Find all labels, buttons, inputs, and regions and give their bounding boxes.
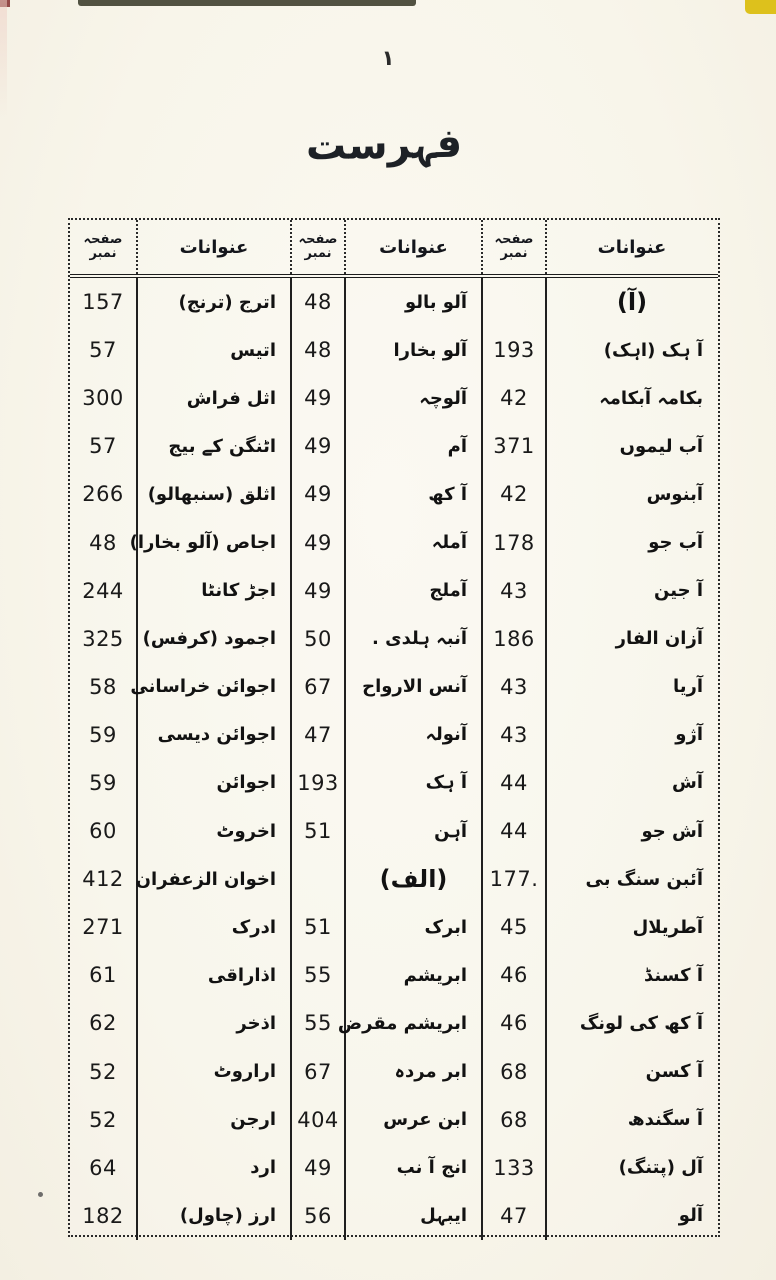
toc-entry-title: آل (پتنگ) (545, 1144, 717, 1192)
toc-entry-page: 62 (89, 1011, 117, 1036)
toc-entry-page: 59 (89, 722, 117, 747)
toc-entry-page: 60 (89, 819, 117, 844)
toc-entry-page: 271 (82, 915, 124, 940)
toc-entry-title: اٹنگن کے بیج (136, 422, 290, 470)
toc-entry-page: 178 (481, 518, 545, 566)
toc-entry-title: ابرک (344, 903, 481, 951)
toc-entry-title: آ ہک (اہک) (545, 326, 717, 374)
toc-entry-title: آملج (344, 567, 481, 615)
toc-entry-title: اجوائن دیسی (136, 711, 290, 759)
column-header-page-number: صفحہ نمبر (83, 232, 123, 261)
toc-entry-page: 157 (82, 290, 124, 315)
toc-entry-page: 43 (481, 663, 545, 711)
toc-entry-page: 49 (290, 422, 344, 470)
toc-entry-title: اذخر (136, 999, 290, 1047)
toc-entry-page: 58 (89, 674, 117, 699)
toc-entry-title: آئبن سنگ بی (545, 855, 717, 903)
column-header-titles: عنوانات (545, 220, 717, 274)
toc-entry-title: آم (344, 422, 481, 470)
toc-entry-page: 55 (290, 999, 344, 1047)
toc-entry-page: 46 (481, 951, 545, 999)
toc-entry-title: آلو بخارا (344, 326, 481, 374)
toc-entry-page: 45 (481, 903, 545, 951)
toc-entry-title: آب لیموں (545, 422, 717, 470)
scan-artifact-ink-dot (38, 1192, 43, 1197)
toc-entry-page: 52 (89, 1059, 117, 1084)
toc-entry-page: 44 (481, 807, 545, 855)
page-title: فہرست (305, 120, 463, 170)
column-header-titles: عنوانات (344, 220, 481, 274)
toc-entry-title: اتیس (136, 326, 290, 374)
toc-entry-page: 49 (290, 567, 344, 615)
toc-entry-title: اجمود (کرفس) (136, 615, 290, 663)
toc-entry-title: بکامہ آبکامہ (545, 374, 717, 422)
toc-entry-title: آطریلال (545, 903, 717, 951)
toc-entry-page: 49 (290, 518, 344, 566)
toc-entry-title: ادرک (136, 903, 290, 951)
toc-row (70, 374, 718, 422)
toc-entry-page: 51 (290, 903, 344, 951)
toc-entry-title: آنولہ (344, 711, 481, 759)
toc-entry-page (481, 278, 545, 326)
toc-entry-title: آ کھ (344, 470, 481, 518)
toc-entry-page: 57 (89, 434, 117, 459)
toc-entry-title: ارد (136, 1144, 290, 1192)
toc-entry-title: آب جو (545, 518, 717, 566)
toc-entry-page: 412 (82, 867, 124, 892)
toc-entry-page (290, 855, 344, 903)
toc-entry-title: انج آ نب (344, 1144, 481, 1192)
toc-entry-title: اجڑ کانٹا (136, 567, 290, 615)
toc-entry-page: 193 (481, 326, 545, 374)
toc-entry-page: 61 (89, 963, 117, 988)
toc-entry-page: 49 (290, 1144, 344, 1192)
toc-row (70, 518, 718, 566)
toc-entry-page: 59 (89, 770, 117, 795)
toc-section-header: (آ) (545, 278, 717, 326)
toc-entry-title: ابریشم (344, 951, 481, 999)
toc-table (68, 218, 720, 1237)
toc-row (70, 567, 718, 615)
toc-entry-title: ابن عرس (344, 1096, 481, 1144)
toc-entry-page: 371 (481, 422, 545, 470)
toc-entry-title: اخروٹ (136, 807, 290, 855)
toc-entry-page: 55 (290, 951, 344, 999)
toc-entry-title: اذاراقی (136, 951, 290, 999)
toc-entry-page: 266 (82, 482, 124, 507)
toc-entry-title: ابر مردہ (344, 1048, 481, 1096)
toc-entry-title: آ ہک (344, 759, 481, 807)
toc-entry-title: اخوان الزعفران (136, 855, 290, 903)
folio-number: ۱ (381, 46, 395, 70)
scan-artifact-yellow-corner (745, 0, 776, 14)
toc-entry-title: اجاص (آلو بخارا) (136, 518, 290, 566)
column-header-page-number: صفحہ نمبر (290, 220, 344, 274)
toc-entry-page: 46 (481, 999, 545, 1047)
toc-entry-title: آنس الارواح (344, 663, 481, 711)
toc-row (70, 278, 718, 326)
toc-entry-page: 133 (481, 1144, 545, 1192)
toc-entry-page: 52 (89, 1107, 117, 1132)
toc-entry-page: 42 (481, 470, 545, 518)
toc-entry-title: آ سگندھ (545, 1096, 717, 1144)
toc-entry-title: ایبہل (344, 1192, 481, 1240)
toc-entry-title: آلو (545, 1192, 717, 1240)
toc-entry-page: 67 (290, 663, 344, 711)
scan-artifact-top-strip (78, 0, 416, 6)
toc-row (70, 855, 718, 903)
toc-row (70, 807, 718, 855)
toc-entry-page: 64 (89, 1155, 117, 1180)
toc-entry-title: آریا (545, 663, 717, 711)
toc-entry-title: آلوچہ (344, 374, 481, 422)
column-header-page-number: صفحہ نمبر (481, 220, 545, 274)
toc-row (70, 470, 718, 518)
toc-entry-page: 42 (481, 374, 545, 422)
toc-entry-page: 49 (290, 470, 344, 518)
toc-entry-title: اثلق (سنبھالو) (136, 470, 290, 518)
toc-entry-page: 68 (481, 1096, 545, 1144)
toc-row (70, 1192, 718, 1240)
toc-entry-page: 300 (82, 386, 124, 411)
toc-row (70, 326, 718, 374)
toc-entry-page: 67 (290, 1048, 344, 1096)
toc-entry-page: 43 (481, 711, 545, 759)
toc-row (70, 663, 718, 711)
toc-entry-title: آہن (344, 807, 481, 855)
toc-entry-title: آزان الفار (545, 615, 717, 663)
toc-row (70, 422, 718, 470)
toc-entry-page: 48 (89, 530, 117, 555)
toc-row (70, 951, 718, 999)
toc-entry-title: آملہ (344, 518, 481, 566)
toc-entry-page: 47 (290, 711, 344, 759)
toc-entry-title: ارجن (136, 1096, 290, 1144)
toc-entry-page: 57 (89, 338, 117, 363)
toc-entry-page: 43 (481, 567, 545, 615)
toc-entry-page: 182 (82, 1203, 124, 1228)
toc-entry-title: اثل فراش (136, 374, 290, 422)
toc-entry-title: آلو بالو (344, 278, 481, 326)
toc-entry-page: 68 (481, 1048, 545, 1096)
toc-entry-title: آ کسنڈ (545, 951, 717, 999)
toc-entry-page: 56 (290, 1192, 344, 1240)
toc-entry-page: 47 (481, 1192, 545, 1240)
toc-entry-page: 325 (82, 626, 124, 651)
toc-entry-title: اراروٹ (136, 1048, 290, 1096)
toc-entry-title: ابریشم مقرض (344, 999, 481, 1047)
toc-entry-page: 186 (481, 615, 545, 663)
toc-header-row (70, 220, 718, 278)
toc-entry-title: اجوائن (136, 759, 290, 807)
toc-entry-page: 44 (481, 759, 545, 807)
toc-entry-title: اترج (ترنج) (136, 278, 290, 326)
toc-row (70, 615, 718, 663)
toc-row (70, 711, 718, 759)
toc-entry-title: آش (545, 759, 717, 807)
toc-entry-title: آ جین (545, 567, 717, 615)
toc-entry-title: آژو (545, 711, 717, 759)
toc-entry-page: 193 (290, 759, 344, 807)
toc-row (70, 759, 718, 807)
toc-row (70, 903, 718, 951)
toc-entry-title: آنبہ ہلدی . (344, 615, 481, 663)
toc-entry-title: آش جو (545, 807, 717, 855)
toc-entry-page: 404 (290, 1096, 344, 1144)
toc-entry-title: آ کسن (545, 1048, 717, 1096)
toc-entry-page: 48 (290, 278, 344, 326)
toc-row (70, 1048, 718, 1096)
toc-entry-title: ارز (چاول) (136, 1192, 290, 1240)
toc-section-header: (الف) (344, 855, 481, 903)
toc-entry-title: آ کھ کی لونگ (545, 999, 717, 1047)
toc-row (70, 999, 718, 1047)
toc-entry-page: 50 (290, 615, 344, 663)
toc-entry-page: 177. (481, 855, 545, 903)
toc-row (70, 1096, 718, 1144)
toc-row (70, 1144, 718, 1192)
toc-entry-title: آبنوس (545, 470, 717, 518)
toc-entry-page: 51 (290, 807, 344, 855)
toc-entry-page: 48 (290, 326, 344, 374)
toc-table-body (70, 278, 718, 1240)
column-header-titles: عنوانات (136, 220, 290, 274)
toc-entry-title: اجوائن خراسانی (136, 663, 290, 711)
toc-entry-page: 49 (290, 374, 344, 422)
toc-entry-page: 244 (82, 578, 124, 603)
